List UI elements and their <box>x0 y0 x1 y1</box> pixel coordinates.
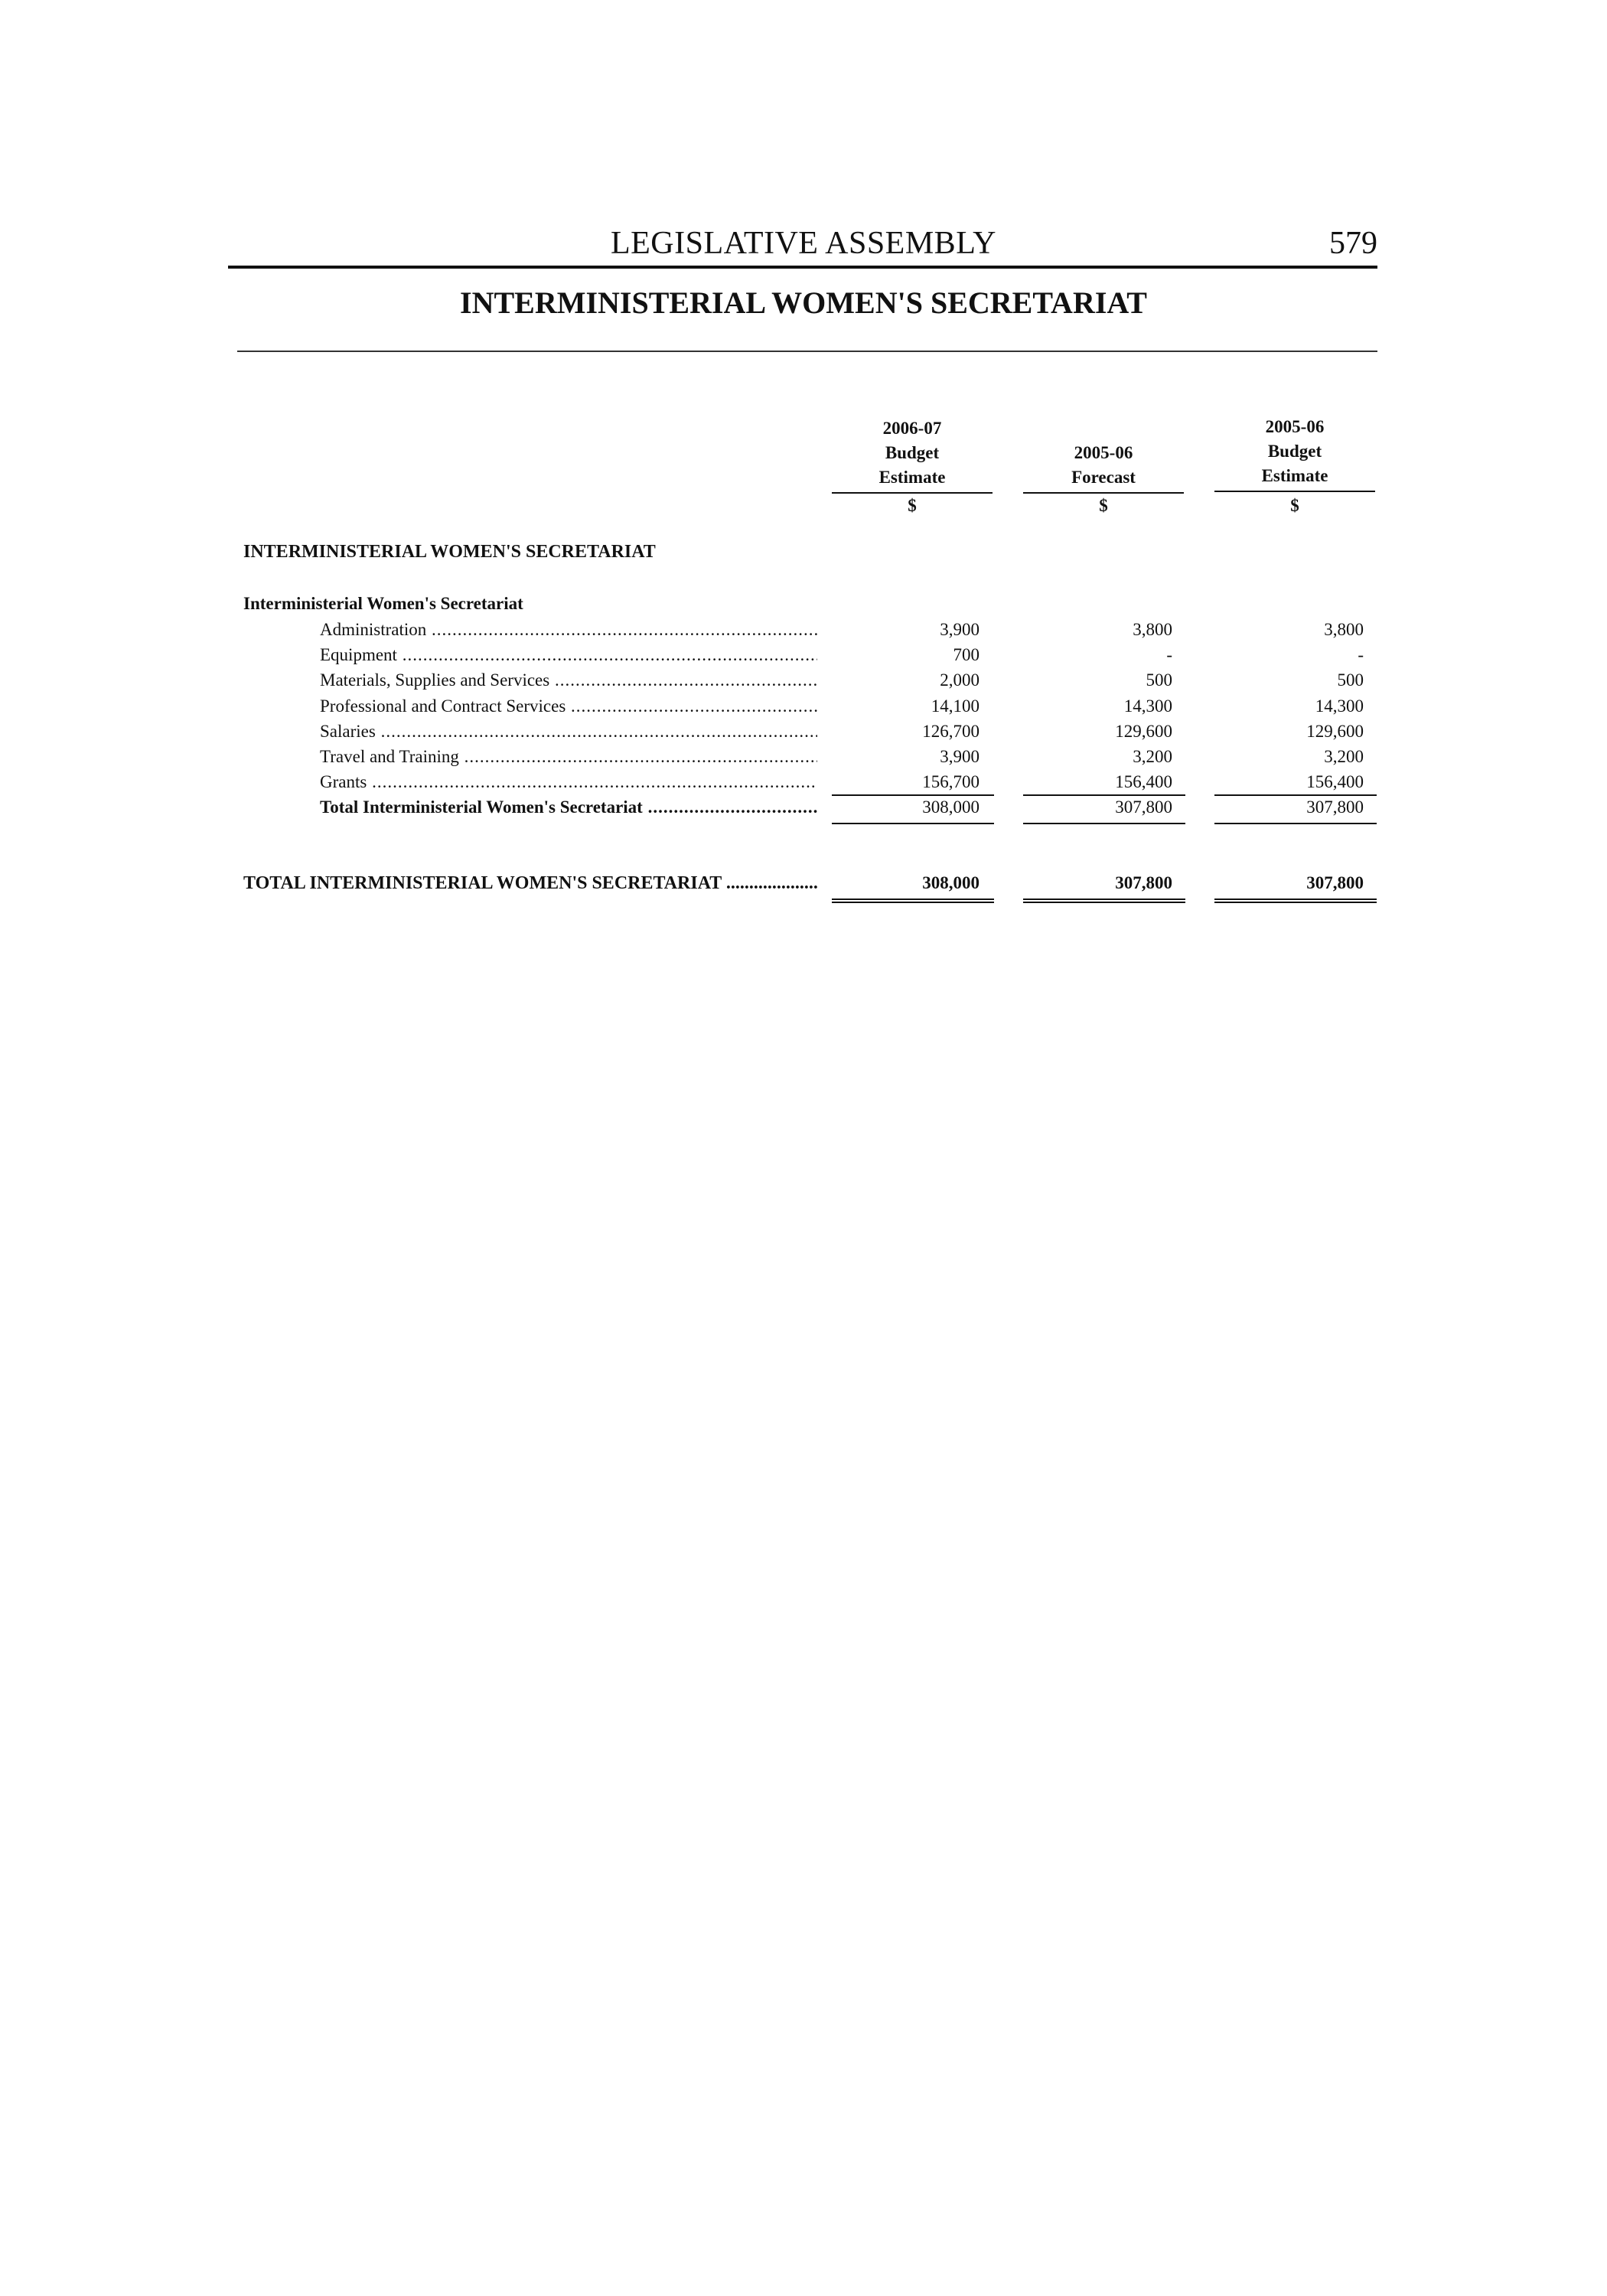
subtotal-rule <box>1214 794 1377 796</box>
grand-total-label: TOTAL INTERMINISTERIAL WOMEN'S SECRETARIAT ..... <box>243 873 819 894</box>
row-label: Salaries ..... <box>320 722 817 742</box>
row-label: Administration ..... <box>320 620 817 640</box>
column-header-underline <box>1214 491 1375 492</box>
title-rule <box>237 351 1377 352</box>
column-unit: $ <box>908 496 917 515</box>
grand-total-double-rule <box>1023 899 1185 903</box>
row-value-2006-07-estimate: 126,700 <box>922 722 980 741</box>
subtotal-rule <box>832 794 994 796</box>
column-header-line: 2006-07 <box>882 419 942 438</box>
column-header-line: Forecast <box>1071 468 1136 487</box>
row-value-2005-06-estimate: 3,200 <box>1324 747 1364 766</box>
subtotal-rule <box>1023 794 1185 796</box>
row-value-2005-06-estimate: - <box>1358 645 1364 664</box>
subtotal-value-2006-07-estimate: 308,000 <box>922 797 980 817</box>
row-label: Grants ..... <box>320 772 817 792</box>
row-label: Equipment ..... <box>320 645 817 665</box>
row-value-2005-06-forecast: 129,600 <box>1115 722 1172 741</box>
row-value-2005-06-estimate: 156,400 <box>1306 772 1364 791</box>
column-header-2006-07-budget-estimate <box>832 416 993 490</box>
row-value-2005-06-forecast: 3,200 <box>1133 747 1172 766</box>
subsection-heading: Interministerial Women's Secretariat <box>243 594 523 613</box>
grand-total-double-rule <box>832 899 994 903</box>
row-value-2005-06-estimate: 500 <box>1337 670 1364 690</box>
row-value-2005-06-forecast: 14,300 <box>1123 696 1172 716</box>
row-value-2005-06-estimate: 3,800 <box>1324 620 1364 639</box>
row-value-2005-06-estimate: 129,600 <box>1306 722 1364 741</box>
row-label: Materials, Supplies and Services ..... <box>320 670 817 690</box>
grand-total-value-2006-07-estimate: 308,000 <box>922 873 980 892</box>
subtotal-underline <box>832 823 994 824</box>
row-value-2005-06-forecast: 3,800 <box>1133 620 1172 639</box>
grand-total-value-2005-06-estimate: 307,800 <box>1306 873 1364 892</box>
row-value-2006-07-estimate: 156,700 <box>922 772 980 791</box>
row-value-2005-06-forecast: 500 <box>1146 670 1172 690</box>
subtotal-label: Total Interministerial Women's Secretariat ..... <box>320 797 817 817</box>
column-header-underline <box>1023 492 1184 494</box>
row-value-2006-07-estimate: 3,900 <box>940 747 980 766</box>
column-header-2005-06-budget-estimate <box>1214 415 1375 488</box>
column-header-underline <box>832 492 993 494</box>
subtotal-underline <box>1023 823 1185 824</box>
row-value-2006-07-estimate: 3,900 <box>940 620 980 639</box>
column-unit: $ <box>1099 496 1108 515</box>
document-title: INTERMINISTERIAL WOMEN'S SECRETARIAT <box>460 285 1147 320</box>
subtotal-value-2005-06-forecast: 307,800 <box>1115 797 1172 817</box>
column-header-line: Estimate <box>878 468 946 487</box>
page-header-title: LEGISLATIVE ASSEMBLY <box>611 226 996 261</box>
column-header-line: Budget <box>1267 442 1322 461</box>
grand-total-value-2005-06-forecast: 307,800 <box>1115 873 1172 892</box>
row-value-2005-06-forecast: - <box>1166 645 1172 664</box>
column-header-line: Estimate <box>1261 466 1328 485</box>
row-value-2006-07-estimate: 14,100 <box>931 696 980 716</box>
row-value-2005-06-forecast: 156,400 <box>1115 772 1172 791</box>
grand-total-double-rule <box>1214 899 1377 903</box>
row-value-2006-07-estimate: 700 <box>953 645 980 664</box>
row-label: Travel and Training ..... <box>320 747 817 767</box>
column-header-line: 2005-06 <box>1074 443 1133 462</box>
subtotal-value-2005-06-estimate: 307,800 <box>1306 797 1364 817</box>
column-header-2005-06-forecast <box>1023 441 1184 490</box>
section-heading: INTERMINISTERIAL WOMEN'S SECRETARIAT <box>243 542 656 562</box>
page-number: 579 <box>1329 226 1377 261</box>
subtotal-underline <box>1214 823 1377 824</box>
column-unit: $ <box>1290 496 1299 515</box>
column-header-line: 2005-06 <box>1265 417 1325 436</box>
header-rule <box>228 266 1377 269</box>
row-value-2005-06-estimate: 14,300 <box>1315 696 1364 716</box>
row-label: Professional and Contract Services ..... <box>320 696 817 716</box>
row-value-2006-07-estimate: 2,000 <box>940 670 980 690</box>
column-header-line: Budget <box>885 443 940 462</box>
